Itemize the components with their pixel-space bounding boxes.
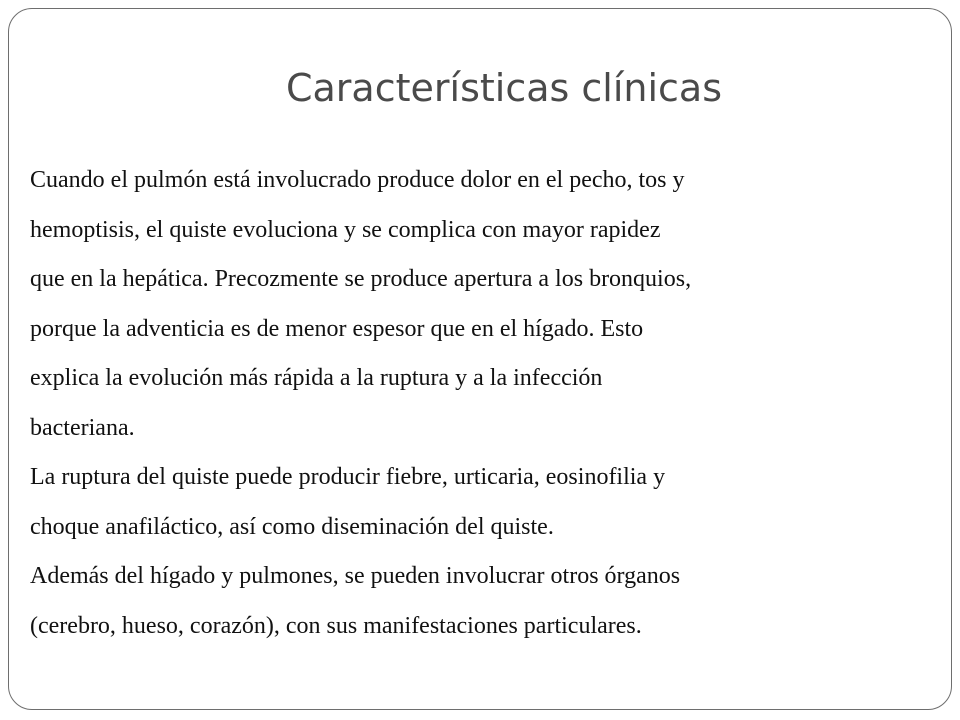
body-line: hemoptisis, el quiste evoluciona y se complica con mayor rapidez (30, 216, 661, 243)
body-line: choque anafiláctico, así como diseminación del quiste. (30, 513, 554, 540)
body-line: (cerebro, hueso, corazón), con sus manifestaciones particulares. (30, 612, 642, 639)
slide-body (30, 156, 930, 651)
body-line: Cuando el pulmón está involucrado produce dolor en el pecho, tos y (30, 167, 685, 193)
body-line: Además del hígado y pulmones, se pueden involucrar otros órganos (30, 563, 681, 589)
body-line: explica la evolución más rápida a la ruptura y a la infección (30, 365, 603, 391)
body-line: que en la hepática. Precozmente se produce apertura a los bronquios, (30, 266, 692, 292)
body-line: La ruptura del quiste puede producir fiebre, urticaria, eosinofilia y (30, 464, 666, 490)
body-line: bacteriana. (30, 414, 135, 441)
slide-title: Características clínicas (285, 66, 723, 110)
body-line: porque la adventicia es de menor espesor que en el hígado. Esto (30, 315, 644, 342)
